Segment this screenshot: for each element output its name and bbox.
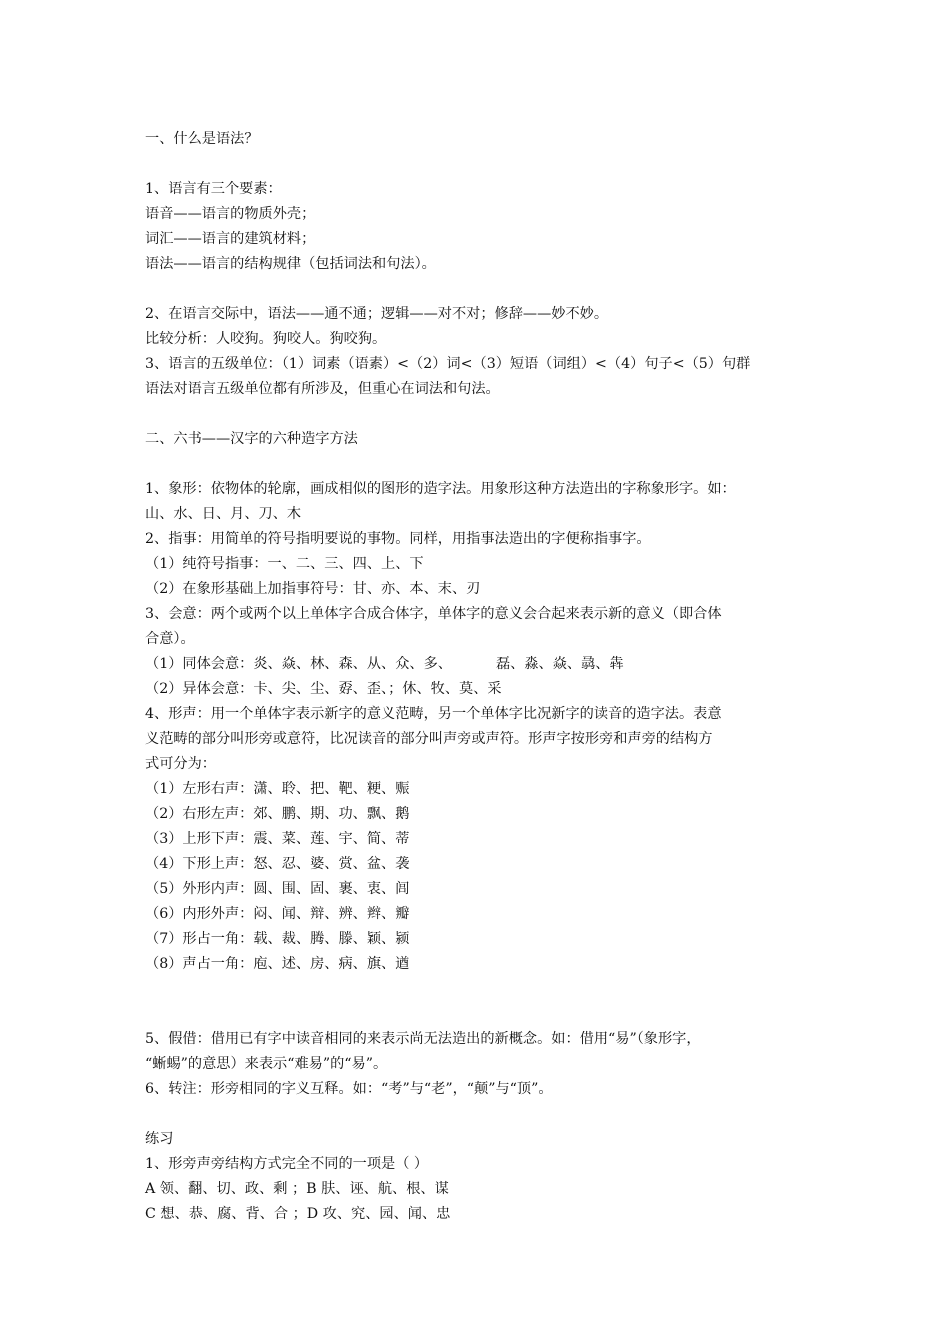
list-item: （7）形占一角：载、裁、腾、滕、颖、颍 bbox=[145, 931, 410, 947]
paragraph-phono-semantic-cont2: 式可分为： bbox=[145, 756, 216, 772]
ideograph-same-part-2: 磊、淼、焱、骉、犇 bbox=[495, 656, 624, 672]
paragraph-three-elements: 1、语言有三个要素： bbox=[145, 181, 282, 197]
paragraph-five-units-note: 语法对语言五级单位都有所涉及，但重心在词法和句法。 bbox=[145, 381, 500, 397]
list-item: （3）上形下声：震、菜、莲、宇、简、蒂 bbox=[145, 831, 410, 847]
paragraph-indicative: 2、指事：用简单的符号指明要说的事物。同样，用指事法造出的字便称指事字。 bbox=[145, 531, 651, 547]
list-item: （2）右形左声：郊、鹏、期、功、飘、鹅 bbox=[145, 806, 410, 822]
section-2-heading: 二、六书——汉字的六种造字方法 bbox=[145, 431, 358, 447]
paragraph-phono-semantic: 4、形声：用一个单体字表示新字的意义范畴，另一个单体字比况新字的读音的造字法。表意 bbox=[145, 706, 722, 722]
paragraph-five-units: 3、语言的五级单位：（1）词素（语素）<（2）词<（3）短语（词组）<（4）句子<（5）句群 bbox=[145, 356, 751, 372]
list-item: （4）下形上声：怒、忍、婆、赏、盆、袭 bbox=[145, 856, 410, 872]
paragraph-phonetics: 语音——语言的物质外壳； bbox=[145, 206, 316, 222]
exercise-options-ab: A 领、翻、切、政、剩 ；B 肤、诬、航、根、谋 bbox=[145, 1181, 449, 1197]
paragraph-ideograph-different: （2）异体会意：卡、尖、尘、孬、歪、；休、牧、莫、采 bbox=[145, 681, 502, 697]
paragraph-pictograph: 1、象形：依物体的轮廓，画成相似的图形的造字法。用象形这种方法造出的字称象形字。如： bbox=[145, 481, 736, 497]
paragraph-comparison: 比较分析：人咬狗。狗咬人。狗咬狗。 bbox=[145, 331, 387, 347]
exercise-heading: 练习 bbox=[145, 1131, 174, 1147]
document-page bbox=[145, 127, 810, 1227]
paragraph-communication: 2、在语言交际中，语法——通不通；逻辑——对不对；修辞——妙不妙。 bbox=[145, 306, 609, 322]
paragraph-phono-semantic-cont: 义范畴的部分叫形旁或意符，比况读音的部分叫声旁或声符。形声字按形旁和声旁的结构方 bbox=[145, 731, 713, 747]
paragraph-ideograph-same bbox=[145, 652, 810, 677]
exercise-question-1: 1、形旁声旁结构方式完全不同的一项是（ ） bbox=[145, 1156, 429, 1172]
paragraph-ideograph: 3、会意：两个或两个以上单体字合成合体字，单体字的意义会合起来表示新的意义（即合体 bbox=[145, 606, 722, 622]
paragraph-indicative-pure: （1）纯符号指事：一、二、三、四、上、下 bbox=[145, 556, 424, 572]
paragraph-loan-cont: “蜥蜴”的意思）来表示“难易”的“易”。 bbox=[145, 1056, 388, 1072]
paragraph-loan: 5、假借：借用已有字中读音相同的来表示尚无法造出的新概念。如：借用“易”（象形字， bbox=[145, 1031, 701, 1047]
section-1-heading: 一、什么是语法？ bbox=[145, 131, 259, 147]
exercise-options-cd: C 想、恭、腐、背、合 ；D 攻、究、园、闻、忠 bbox=[145, 1206, 451, 1222]
paragraph-pictograph-examples: 山、水、日、月、刀、木 bbox=[145, 506, 302, 522]
list-item: （5）外形内声：圆、围、固、裹、衷、闾 bbox=[145, 881, 410, 897]
list-item: （1）左形右声：潇、聆、把、靶、粳、赈 bbox=[145, 781, 410, 797]
paragraph-ideograph-cont: 合意）。 bbox=[145, 631, 195, 647]
paragraph-vocabulary: 词汇——语言的建筑材料； bbox=[145, 231, 316, 247]
paragraph-indicative-added: （2）在象形基础上加指事符号：甘、亦、本、末、刃 bbox=[145, 581, 481, 597]
paragraph-grammar: 语法——语言的结构规律（包括词法和句法）。 bbox=[145, 256, 436, 272]
paragraph-derivative: 6、转注：形旁相同的字义互释。如：“考”与“老”，“颠”与“顶”。 bbox=[145, 1081, 553, 1097]
list-item: （6）内形外声：闷、闻、辩、辨、辫、瓣 bbox=[145, 906, 410, 922]
list-item: （8）声占一角：庖、述、房、病、旗、遒 bbox=[145, 956, 410, 972]
ideograph-same-part-1: （1）同体会意：炎、焱、林、森、从、众、多、 bbox=[145, 656, 452, 672]
